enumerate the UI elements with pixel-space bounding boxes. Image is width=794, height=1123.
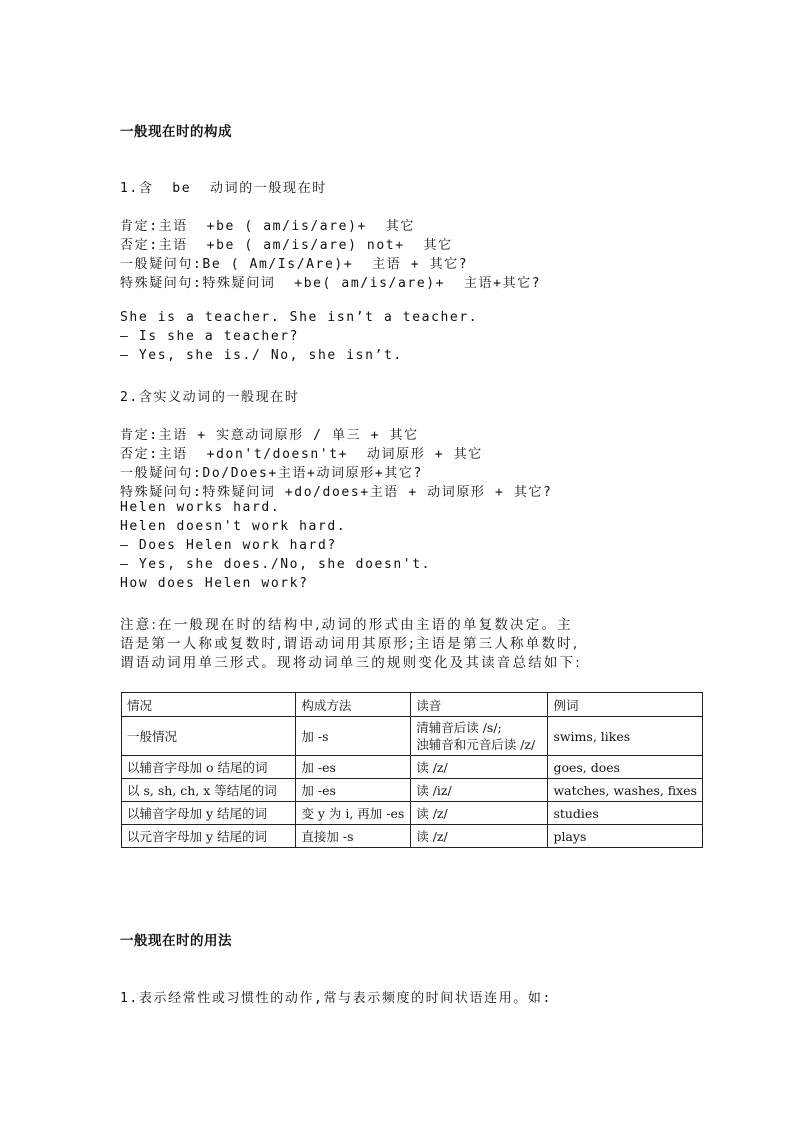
example-line: Helen doesn't work hard. — [120, 519, 347, 534]
table-row — [122, 825, 703, 848]
subsection-heading-notional-verb: 2.含实义动词的一般现在时 — [120, 390, 300, 405]
table-cell: 加 -es — [296, 756, 411, 779]
table-cell: 加 -es — [296, 779, 411, 802]
rule-line: 肯定:主语 +be ( am/is/are)+ 其它 — [120, 219, 415, 234]
table-cell: 以辅音字母加 o 结尾的词 — [122, 756, 296, 779]
third-person-singular-rules-table — [121, 692, 703, 848]
table-row — [122, 802, 703, 825]
section-title-usage: 一般现在时的用法 — [120, 933, 232, 949]
table-cell: 读 /z/ — [411, 825, 548, 848]
table-row — [122, 779, 703, 802]
table-header-cell: 读音 — [411, 693, 548, 717]
example-line: — Yes, she does./No, she doesn't. — [120, 557, 432, 572]
table-cell: 清辅音后读 /s/; 浊辅音和元音后读 /z/ — [411, 717, 548, 756]
table-cell: studies — [548, 802, 703, 825]
table-cell: goes, does — [548, 756, 703, 779]
table-cell: 以辅音字母加 y 结尾的词 — [122, 802, 296, 825]
note-paragraph-line: 谓语动词用单三形式。现将动词单三的规则变化及其读音总结如下: — [120, 655, 583, 671]
table-cell: watches, washes, fixes — [548, 779, 703, 802]
example-line: Helen works hard. — [120, 500, 281, 515]
note-paragraph-line: 注意:在一般现在时的结构中,动词的形式由主语的单复数决定。主 — [120, 617, 573, 633]
subsection-heading-be: 1.含 be 动词的一般现在时 — [120, 181, 327, 196]
rule-line: 肯定:主语 + 实意动词原形 / 单三 + 其它 — [120, 428, 419, 443]
example-line: — Yes, she is./ No, she isn’t. — [120, 348, 403, 363]
example-line: — Does Helen work hard? — [120, 538, 337, 553]
table-cell: 读 /z/ — [411, 802, 548, 825]
section-title-structure: 一般现在时的构成 — [120, 124, 232, 140]
table-cell: swims, likes — [548, 717, 703, 756]
table-cell: 读 /z/ — [411, 756, 548, 779]
rule-line: 否定:主语 +be ( am/is/are) not+ 其它 — [120, 238, 453, 253]
note-paragraph-line: 语是第一人称或复数时,谓语动词用其原形;主语是第三人称单数时, — [120, 636, 580, 652]
table-row — [122, 756, 703, 779]
table-cell: 读 /iz/ — [411, 779, 548, 802]
table-cell: 加 -s — [296, 717, 411, 756]
table-cell: 一般情况 — [122, 717, 296, 756]
rule-line: 一般疑问句:Do/Does+主语+动词原形+其它? — [120, 466, 423, 481]
example-line: How does Helen work? — [120, 576, 309, 591]
table-header-cell: 构成方法 — [296, 693, 411, 717]
table-row — [122, 717, 703, 756]
rule-line: 特殊疑问句:特殊疑问词 +be( am/is/are)+ 主语+其它? — [120, 276, 542, 291]
table-header-row — [122, 693, 703, 717]
table-cell: 以 s, sh, ch, x 等结尾的词 — [122, 779, 296, 802]
rule-line: 否定:主语 +don't/doesn't+ 动词原形 + 其它 — [120, 447, 483, 462]
rule-line: 一般疑问句:Be ( Am/Is/Are)+ 主语 + 其它? — [120, 257, 469, 272]
table-cell: 以元音字母加 y 结尾的词 — [122, 825, 296, 848]
rule-line: 特殊疑问句:特殊疑问词 +do/does+主语 + 动词原形 + 其它? — [120, 485, 553, 500]
example-line: — Is she a teacher? — [120, 329, 300, 344]
table-header-cell: 情况 — [122, 693, 296, 717]
table-header-cell: 例词 — [548, 693, 703, 717]
table-cell: 变 y 为 i, 再加 -es — [296, 802, 411, 825]
example-line: She is a teacher. She isn’t a teacher. — [120, 310, 479, 325]
table-cell: 直接加 -s — [296, 825, 411, 848]
table-cell: plays — [548, 825, 703, 848]
usage-item-line: 1.表示经常性或习惯性的动作,常与表示频度的时间状语连用。如: — [120, 991, 552, 1006]
